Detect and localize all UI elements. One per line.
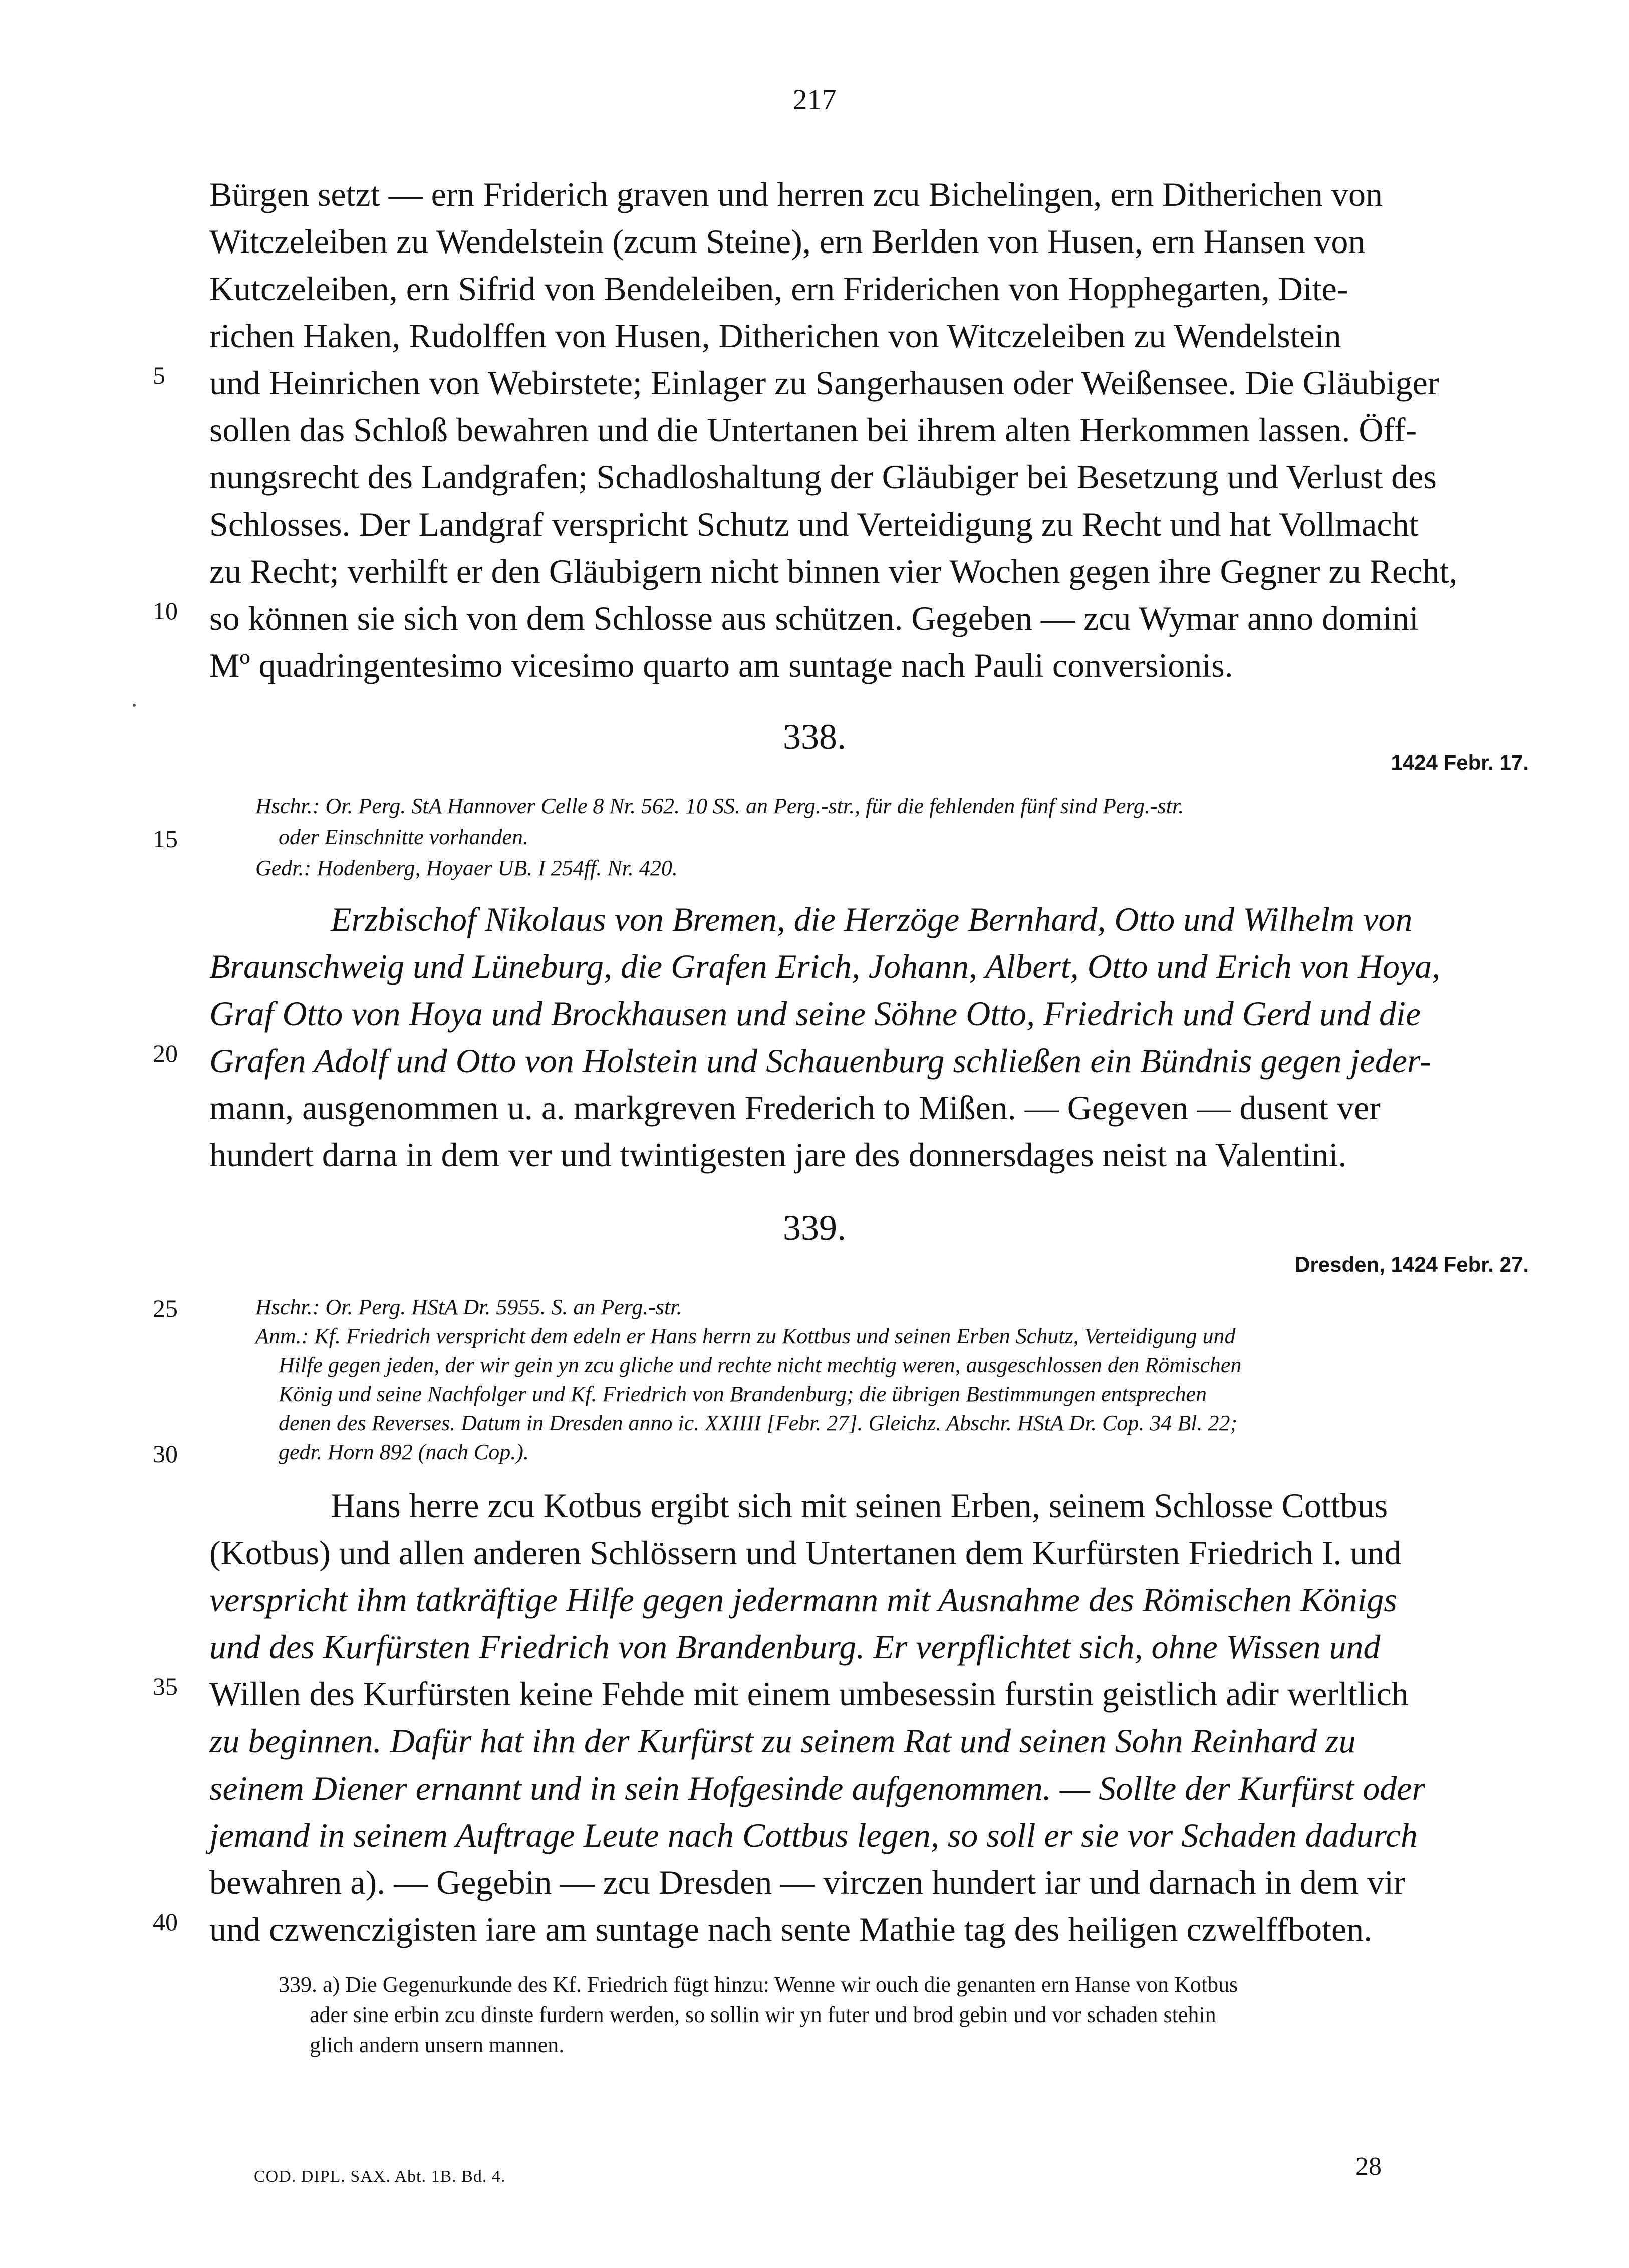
entry-number-339: 339. xyxy=(783,1208,846,1248)
apparatus-line: oder Einschnitte vorhanden. xyxy=(279,825,528,849)
text-line: Witczeleiben zu Wendelstein (zcum Steine), ern Berlden von Husen, ern Hansen von xyxy=(209,222,1366,261)
footer-source: COD. DIPL. SAX. Abt. 1B. Bd. 4. xyxy=(254,2167,506,2186)
line-number: 40 xyxy=(153,1908,178,1936)
line-number: 25 xyxy=(153,1294,178,1322)
text-line: so können sie sich von dem Schlosse aus schützen. Gegeben — zcu Wymar anno domini xyxy=(209,599,1419,637)
text-line: zu beginnen. Dafür hat ihn der Kurfürst zu seinem Rat und seinen Sohn Reinhard zu xyxy=(209,1722,1356,1760)
apparatus-line: Hschr.: Or. Perg. StA Hannover Celle 8 Nr. 562. 10 SS. an Perg.-str., für die fehlenden fünf sind Perg.-str. xyxy=(255,794,1184,818)
text-line: nungsrecht des Landgrafen; Schadloshaltung der Gläubiger bei Besetzung und Verlust des xyxy=(209,458,1437,496)
text-line: Braunschweig und Lüneburg, die Grafen Erich, Johann, Albert, Otto und Erich von Hoya, xyxy=(209,947,1441,985)
text-line: Hans herre zcu Kotbus ergibt sich mit seinen Erben, seinem Schlosse Cottbus xyxy=(331,1486,1388,1525)
line-number: 15 xyxy=(153,825,178,853)
text-line: jemand in seinem Auftrage Leute nach Cottbus legen, so soll er sie vor Schaden dadurch xyxy=(209,1816,1418,1854)
text-line: und czwenczigisten iare am suntage nach sente Mathie tag des heiligen czwelffboten. xyxy=(209,1910,1373,1948)
entry-date-338: 1424 Febr. 17. xyxy=(1391,750,1529,774)
line-number: 5 xyxy=(153,361,165,389)
text-line: sollen das Schloß bewahren und die Untertanen bei ihrem alten Herkommen lassen. Öff- xyxy=(209,411,1417,449)
apparatus-line: denen des Reverses. Datum in Dresden anno ic. XXIIII [Febr. 27]. Gleichz. Abschr. HStA Dr. Cop. 34 Bl. 22; xyxy=(279,1411,1238,1435)
text-line: und des Kurfürsten Friedrich von Brandenburg. Er verpflichtet sich, ohne Wissen und xyxy=(209,1628,1381,1666)
apparatus-line: Anm.: Kf. Friedrich verspricht dem edeln er Hans herrn zu Kottbus und seinen Erben Schutz, Verteidigung und xyxy=(255,1324,1236,1348)
apparatus-line: gedr. Horn 892 (nach Cop.). xyxy=(279,1440,529,1464)
footer-signature: 28 xyxy=(1355,2152,1382,2181)
apparatus-line: Hilfe gegen jeden, der wir gein yn zcu gliche und rechte nicht mechtig weren, ausgeschlossen den Römischen xyxy=(279,1353,1242,1377)
line-number: 35 xyxy=(153,1672,178,1700)
text-line: zu Recht; verhilft er den Gläubigern nicht binnen vier Wochen gegen ihre Gegner zu Recht, xyxy=(209,552,1458,590)
text-line: mann, ausgenommen u. a. markgreven Frederich to Mißen. — Gegeven — dusent ver xyxy=(209,1089,1381,1127)
entry-number-338: 338. xyxy=(783,717,846,757)
apparatus-line: König und seine Nachfolger und Kf. Friedrich von Brandenburg; die übrigen Bestimmungen entsprechen xyxy=(279,1382,1207,1406)
line-number: 30 xyxy=(153,1440,178,1468)
text-line: richen Haken, Rudolffen von Husen, Ditherichen von Witczeleiben zu Wendelstein xyxy=(209,317,1341,355)
text-line: verspricht ihm tatkräftige Hilfe gegen jedermann mit Ausnahme des Römischen Königs xyxy=(209,1581,1397,1619)
footnote-line: 339. a) Die Gegenurkunde des Kf. Friedrich fügt hinzu: Wenne wir ouch die genanten ern Hanse von Kotbus xyxy=(279,1972,1238,1997)
margin-dot xyxy=(133,704,136,707)
text-line: Graf Otto von Hoya und Brockhausen und seine Söhne Otto, Friedrich und Gerd und die xyxy=(209,994,1421,1033)
text-line: bewahren a). — Gegebin — zcu Dresden — virczen hundert iar und darnach in dem vir xyxy=(209,1863,1405,1901)
text-line: Bürgen setzt — ern Friderich graven und herren zcu Bichelingen, ern Ditherichen von xyxy=(209,175,1383,213)
text-line: Erzbischof Nikolaus von Bremen, die Herzöge Bernhard, Otto und Wilhelm von xyxy=(331,900,1413,938)
text-line: Grafen Adolf und Otto von Holstein und Schauenburg schließen ein Bündnis gegen jeder- xyxy=(209,1042,1431,1080)
text-line: und Heinrichen von Webirstete; Einlager zu Sangerhausen oder Weißensee. Die Gläubiger xyxy=(209,364,1439,402)
footnote-line: glich andern unsern mannen. xyxy=(310,2033,565,2057)
page-number: 217 xyxy=(792,83,837,116)
text-line: Kutczeleiben, ern Sifrid von Bendeleiben, ern Friderichen von Hopphegarten, Dite- xyxy=(209,270,1348,308)
text-line: Schlosses. Der Landgraf verspricht Schutz und Verteidigung zu Recht und hat Vollmacht xyxy=(209,505,1419,543)
line-number: 20 xyxy=(153,1039,178,1067)
text-line: Willen des Kurfürsten keine Fehde mit einem umbesessin furstin geistlich adir werltlich xyxy=(209,1675,1409,1713)
apparatus-line: Hschr.: Or. Perg. HStA Dr. 5955. S. an Perg.-str. xyxy=(255,1295,682,1319)
text-line: seinem Diener ernannt und in sein Hofgesinde aufgenommen. — Sollte der Kurfürst oder xyxy=(209,1769,1425,1807)
entry-date-339: Dresden, 1424 Febr. 27. xyxy=(1295,1252,1529,1276)
text-line: Mº quadringentesimo vicesimo quarto am suntage nach Pauli conversionis. xyxy=(209,646,1233,684)
text-line: hundert darna in dem ver und twintigesten jare des donnersdages neist na Valentini. xyxy=(209,1136,1347,1174)
footnote-line: ader sine erbin zcu dinste furdern werden, so sollin wir yn futer und brod gebin und vor schaden stehin xyxy=(310,2002,1216,2027)
text-line: (Kotbus) und allen anderen Schlössern und Untertanen dem Kurfürsten Friedrich I. und xyxy=(209,1534,1402,1572)
line-number: 10 xyxy=(153,597,178,625)
apparatus-line: Gedr.: Hodenberg, Hoyaer UB. I 254ff. Nr. 420. xyxy=(255,856,678,880)
